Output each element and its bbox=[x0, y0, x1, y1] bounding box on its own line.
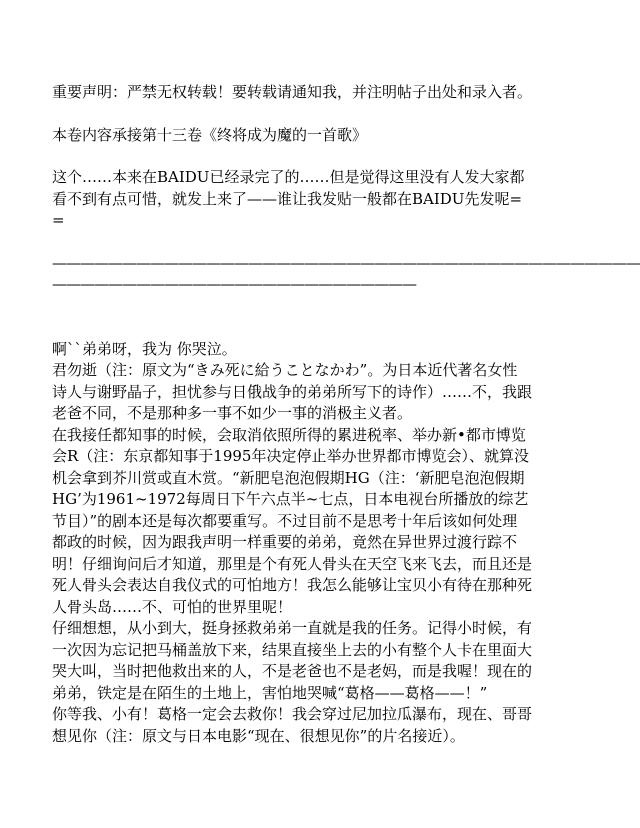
separator-line: —————————————————————————— bbox=[52, 275, 416, 293]
story-paragraph: 在我接任都知事的时候，会取消依照所得的累进税率、举办新•都市博览会R（注：东京都知事于1995年决定停止举办世界都市博览会）、就算没机会拿到芥川赏或直木赏。“新肥皂泡泡假期HG（注：‘新肥皂泡泡假期HG’为1961~1972每周日下午六点半~七点，日本电视台所播放的综艺节目）”的剧本还是每次都要重写。不过目前不是思考十年后该如何处理都政的时候，因为跟我声明一样重要的弟弟，竟然在异世界过渡行踪不明！仔细询问后才知道，那里是个有死人骨头在天空飞来飞去，而且还是死人骨头会表达自我仪式的可怕地方！我怎么能够让宝贝小有待在那种死人骨头岛……不、可怕的世界里呢！ bbox=[52, 425, 533, 616]
spacer bbox=[52, 232, 532, 253]
separator-line: —————————————————————————————————————————— bbox=[52, 253, 640, 272]
story-paragraph: 啊``弟弟呀，我为 你哭泣。 bbox=[52, 339, 237, 358]
spacer bbox=[52, 104, 532, 125]
copyright-notice: 重要声明：严禁无权转载！要转载请通知我，并注明帖子出处和录入者。 bbox=[52, 83, 533, 101]
spacer bbox=[52, 146, 532, 167]
document-page bbox=[52, 82, 640, 747]
volume-continuation-note: 本卷内容承接第十三卷《终将成为魔的一首歌》 bbox=[52, 125, 368, 144]
uploader-note: 这个……本来在BAIDU已经录完了的……但是觉得这里没有人发大家都看不到有点可惜，就发上来了——谁让我发贴一般都在BAIDU先发呢= = bbox=[52, 168, 527, 229]
spacer bbox=[52, 296, 532, 339]
story-paragraph: 仔细想想，从小到大，挺身拯救弟弟一直就是我的任务。记得小时候，有一次因为忘记把马桶盖放下来，结果直接坐上去的小有整个人卡在里面大哭大叫，当时把他救出来的人，不是老爸也不是老妈，而是我喔！现在的弟弟，铁定是在陌生的土地上，害怕地哭喊“葛格——葛格——！” bbox=[52, 619, 533, 702]
story-paragraph: 你等我、小有！葛格一定会去救你！我会穿过尼加拉瓜瀑布，现在、哥哥想见你（注：原文与日本电影“现在、很想见你”的片名接近）。 bbox=[52, 705, 533, 745]
story-paragraph: 君勿逝（注：原文为“きみ死に給うことなかわ”。为日本近代著名女性诗人与谢野晶子，担忧参与日俄战争的弟弟所写下的诗作）……不，我跟老爸不同，不是那种多一事不如少一事的消极主义者。 bbox=[52, 361, 533, 422]
